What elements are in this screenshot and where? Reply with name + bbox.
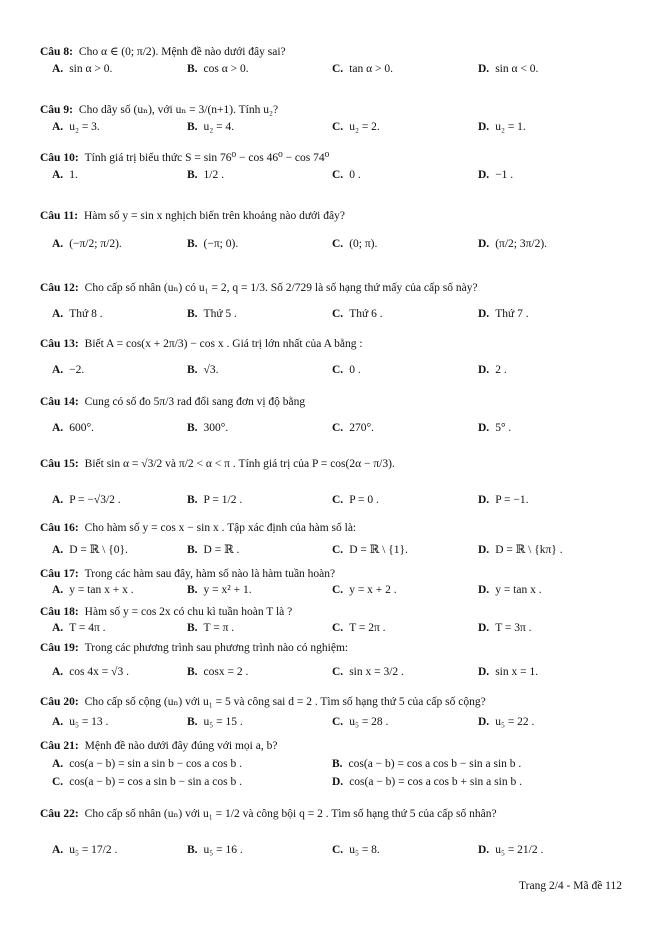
question-19 xyxy=(40,640,630,682)
option-c: C. Thứ 6 . xyxy=(332,308,383,320)
question-20 xyxy=(40,694,630,732)
option-d: D. u₅ = 21/2 . xyxy=(478,844,544,856)
question-14 xyxy=(40,394,630,438)
option-b: B. D = ℝ . xyxy=(187,544,240,556)
option-a: A. y = tan x + x . xyxy=(52,584,134,596)
question-11 xyxy=(40,208,630,254)
option-b: B. u₂ = 4. xyxy=(187,121,235,133)
question-number: Câu 14: xyxy=(40,396,79,408)
option-a: A. P = −√3/2 . xyxy=(52,494,121,506)
question-15 xyxy=(40,456,630,510)
option-a: A. cos 4x = √3 . xyxy=(52,666,129,678)
option-b: B. y = x² + 1. xyxy=(187,584,252,596)
option-a: A. 600°. xyxy=(52,422,94,434)
option-a: A. T = 4π . xyxy=(52,622,106,634)
question-text: Trong các phương trình sau phương trình nào có nghiệm: xyxy=(84,642,349,654)
question-text: Cho dãy số (uₙ), với uₙ = 3/(n+1). Tính u₂? xyxy=(78,104,279,116)
option-c: C. u₅ = 8. xyxy=(332,844,380,856)
option-b: B. Thứ 5 . xyxy=(187,308,237,320)
option-d: D. −1 . xyxy=(478,169,514,181)
option-a: A. D = ℝ \ {0}. xyxy=(52,544,128,556)
option-b: B. 300°. xyxy=(187,422,229,434)
option-b: B. T = π . xyxy=(187,622,235,634)
question-number: Câu 21: xyxy=(40,740,79,752)
option-d: D. 5° . xyxy=(478,422,512,434)
option-b: B. (−π; 0). xyxy=(187,238,239,250)
option-d: D. sin α < 0. xyxy=(478,63,539,75)
option-b: B. √3. xyxy=(187,364,219,376)
option-d: D. u₂ = 1. xyxy=(478,121,526,133)
option-b: B. u₅ = 15 . xyxy=(187,716,243,728)
option-c: C. u₅ = 28 . xyxy=(332,716,389,728)
option-c: C. 270°. xyxy=(332,422,374,434)
option-b: B. P = 1/2 . xyxy=(187,494,243,506)
option-b: B. cosx = 2 . xyxy=(187,666,249,678)
option-d: D. u₅ = 22 . xyxy=(478,716,535,728)
option-b: B. 1/2 . xyxy=(187,169,224,181)
question-number: Câu 20: xyxy=(40,696,79,708)
question-text: Hàm số y = sin x nghịch biến trên khoảng nào dưới đây? xyxy=(84,210,345,222)
option-c: C. D = ℝ \ {1}. xyxy=(332,544,408,556)
question-number: Câu 13: xyxy=(40,338,79,350)
option-d: D. cos(a − b) = cos a cos b + sin a sin b . xyxy=(332,776,522,788)
question-10 xyxy=(40,150,630,185)
question-22 xyxy=(40,806,630,860)
question-number: Câu 15: xyxy=(40,458,79,470)
question-8 xyxy=(40,44,630,79)
question-number: Câu 18: xyxy=(40,606,79,618)
question-12 xyxy=(40,280,630,324)
question-text: Cho cấp số nhân (uₙ) có u₁ = 2, q = 1/3. Số 2/729 là số hạng thứ mấy của cấp số này? xyxy=(84,282,478,294)
question-text: Biết sin α = √3/2 và π/2 < α < π . Tính giá trị của P = cos(2α − π/3). xyxy=(84,458,395,470)
option-a: A. sin α > 0. xyxy=(52,63,113,75)
question-text: Biết A = cos(x + 2π/3) − cos x . Giá trị lớn nhất của A bằng : xyxy=(84,338,363,350)
question-17 xyxy=(40,566,630,600)
option-b: B. cos(a − b) = cos a cos b − sin a sin b . xyxy=(332,758,522,770)
option-c: C. P = 0 . xyxy=(332,494,379,506)
option-d: D. D = ℝ \ {kπ} . xyxy=(478,544,563,556)
option-c: C. u₂ = 2. xyxy=(332,121,380,133)
option-d: D. (π/2; 3π/2). xyxy=(478,238,548,250)
question-number: Câu 19: xyxy=(40,642,79,654)
question-text: Cho cấp số cộng (uₙ) với u₁ = 5 và công sai d = 2 . Tìm số hạng thứ 5 của cấp số cộng? xyxy=(84,696,486,708)
question-number: Câu 22: xyxy=(40,808,79,820)
question-number: Câu 8: xyxy=(40,46,73,58)
question-16 xyxy=(40,520,630,558)
question-text: Hàm số y = cos 2x có chu kì tuần hoàn T là ? xyxy=(84,606,293,618)
question-18 xyxy=(40,604,630,638)
option-d: D. sin x = 1. xyxy=(478,666,539,678)
option-a: A. cos(a − b) = sin a sin b − cos a cos b . xyxy=(52,758,242,770)
question-text: Cung có số đo 5π/3 rad đổi sang đơn vị độ bằng xyxy=(84,396,306,408)
option-b: B. cos α > 0. xyxy=(187,63,249,75)
option-d: D. T = 3π . xyxy=(478,622,532,634)
question-number: Câu 16: xyxy=(40,522,79,534)
question-text: Cho hàm số y = cos x − sin x . Tập xác định của hàm số là: xyxy=(84,522,357,534)
question-text: Mệnh đề nào dưới đây đúng với mọi a, b? xyxy=(84,740,278,752)
option-c: C. (0; π). xyxy=(332,238,378,250)
option-c: C. T = 2π . xyxy=(332,622,386,634)
question-number: Câu 10: xyxy=(40,152,79,164)
option-c: C. cos(a − b) = cos a sin b − sin a cos b . xyxy=(52,776,242,788)
question-text: Trong các hàm sau đây, hàm số nào là hàm tuần hoàn? xyxy=(84,568,336,580)
option-a: A. 1. xyxy=(52,169,78,181)
option-d: D. P = −1. xyxy=(478,494,529,506)
option-a: A. −2. xyxy=(52,364,85,376)
option-c: C. 0 . xyxy=(332,169,361,181)
question-9 xyxy=(40,102,630,137)
option-c: C. 0 . xyxy=(332,364,361,376)
question-number: Câu 11: xyxy=(40,210,79,222)
question-number: Câu 9: xyxy=(40,104,73,116)
option-a: A. u₅ = 13 . xyxy=(52,716,109,728)
question-number: Câu 17: xyxy=(40,568,79,580)
option-b: B. u₅ = 16 . xyxy=(187,844,243,856)
question-13 xyxy=(40,336,630,380)
option-c: C. y = x + 2 . xyxy=(332,584,397,596)
question-21 xyxy=(40,738,630,792)
question-number: Câu 12: xyxy=(40,282,79,294)
option-c: C. tan α > 0. xyxy=(332,63,393,75)
option-d: D. y = tan x . xyxy=(478,584,542,596)
option-a: A. (−π/2; π/2). xyxy=(52,238,122,250)
question-text: Cho α ∈ (0; π/2). Mệnh đề nào dưới đây sai? xyxy=(78,46,286,58)
option-d: D. Thứ 7 . xyxy=(478,308,529,320)
option-c: C. sin x = 3/2 . xyxy=(332,666,404,678)
question-text: Tính giá trị biểu thức S = sin 76⁰ − cos 46⁰ − cos 74⁰ xyxy=(84,152,330,164)
option-d: D. 2 . xyxy=(478,364,507,376)
option-a: A. u₅ = 17/2 . xyxy=(52,844,118,856)
question-text: Cho cấp số nhân (uₙ) với u₁ = 1/2 và công bội q = 2 . Tìm số hạng thứ 5 của cấp số nhân? xyxy=(84,808,497,820)
page-footer: Trang 2/4 - Mã đề 112 xyxy=(519,880,622,892)
option-a: A. u₂ = 3. xyxy=(52,121,100,133)
option-a: A. Thứ 8 . xyxy=(52,308,103,320)
